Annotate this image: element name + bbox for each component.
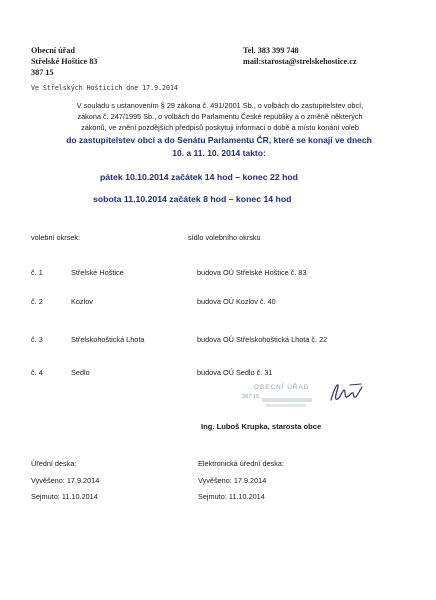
intro-line-1: V souladu s ustanovením § 29 zákona č. 491/2001 Sb., o volbách do zastupitelstev obcí, [76,101,364,110]
row-3-seat: budova OÚ Střelskohoštická Lhota č. 22 [197,335,328,344]
row-4-seat: budova OÚ Sedlo č. 31 [197,368,273,377]
email[interactable]: mail:starosta@strelskehostice.cz [243,57,357,66]
intro-line-3: zákonů, ve znění pozdějších předpisů poskytuji informaci o době a místu konání voleb [81,123,359,132]
board-right-removed: Sejmuto: 11.10.2014 [198,492,265,501]
place-date: Ve Střelských Hošticích dne 17.9.2014 [31,84,178,92]
intro-line-2: zákona č. 247/1995 Sb., o volbách do Parlamentu České republiky a o změně některých [77,112,363,121]
board-left-posted: Vyvěšeno: 17.9.2014 [31,476,100,485]
signature-icon [328,381,364,403]
stamp-line-1: OBECNÍ ÚŘAD [254,384,310,391]
office-zip: 387 15 [31,68,54,77]
office-name: Obecní úřad [31,46,75,55]
friday-times: pátek 10.10.2014 začátek 14 hod – konec 22 hod [100,172,298,182]
row-4-name: Sedlo [71,368,90,377]
row-2-name: Kozlov [71,297,93,306]
board-left-title: Úřední deska: [31,459,77,468]
col-header-seat: sídlo volebního okrsku [188,233,261,242]
row-3-num: č. 3 [31,335,43,344]
row-1-num: č. 1 [31,268,43,277]
board-right-posted: Vyvěšeno: 17.9.2014 [198,476,267,485]
board-left-removed: Sejmuto: 11.10.2014 [31,492,98,501]
signatory-name: Ing. Luboš Krupka, starosta obce [201,422,322,431]
phone: Tel. 383 399 748 [243,46,299,55]
saturday-times: sobota 11.10.2014 začátek 8 hod – konec 14 hod [93,194,292,204]
row-1-name: Střelské Hoštice [71,268,124,277]
stamp-smudge-icon [262,395,314,409]
intro-bold-2: 10. a 11. 10. 2014 takto: [172,148,266,158]
row-2-num: č. 2 [31,297,43,306]
office-stamp [240,382,320,412]
row-2-seat: budova OÚ Kozlov č. 40 [197,297,276,306]
row-3-name: Střelskohoštická Lhota [71,335,145,344]
intro-bold-1: do zastupitelstev obcí a do Senátu Parlamentu ČR, které se konají ve dnech [66,135,372,145]
row-1-seat: budova OÚ Střelské Hoštice č. 83 [197,268,307,277]
stamp-line-2: 387 15 [242,394,260,400]
office-address: Střelské Hoštice 83 [31,57,98,66]
row-4-num: č. 4 [31,368,43,377]
col-header-district: volební okrsek: [31,233,81,242]
board-right-title: Elektronická úřední deska: [198,459,284,468]
